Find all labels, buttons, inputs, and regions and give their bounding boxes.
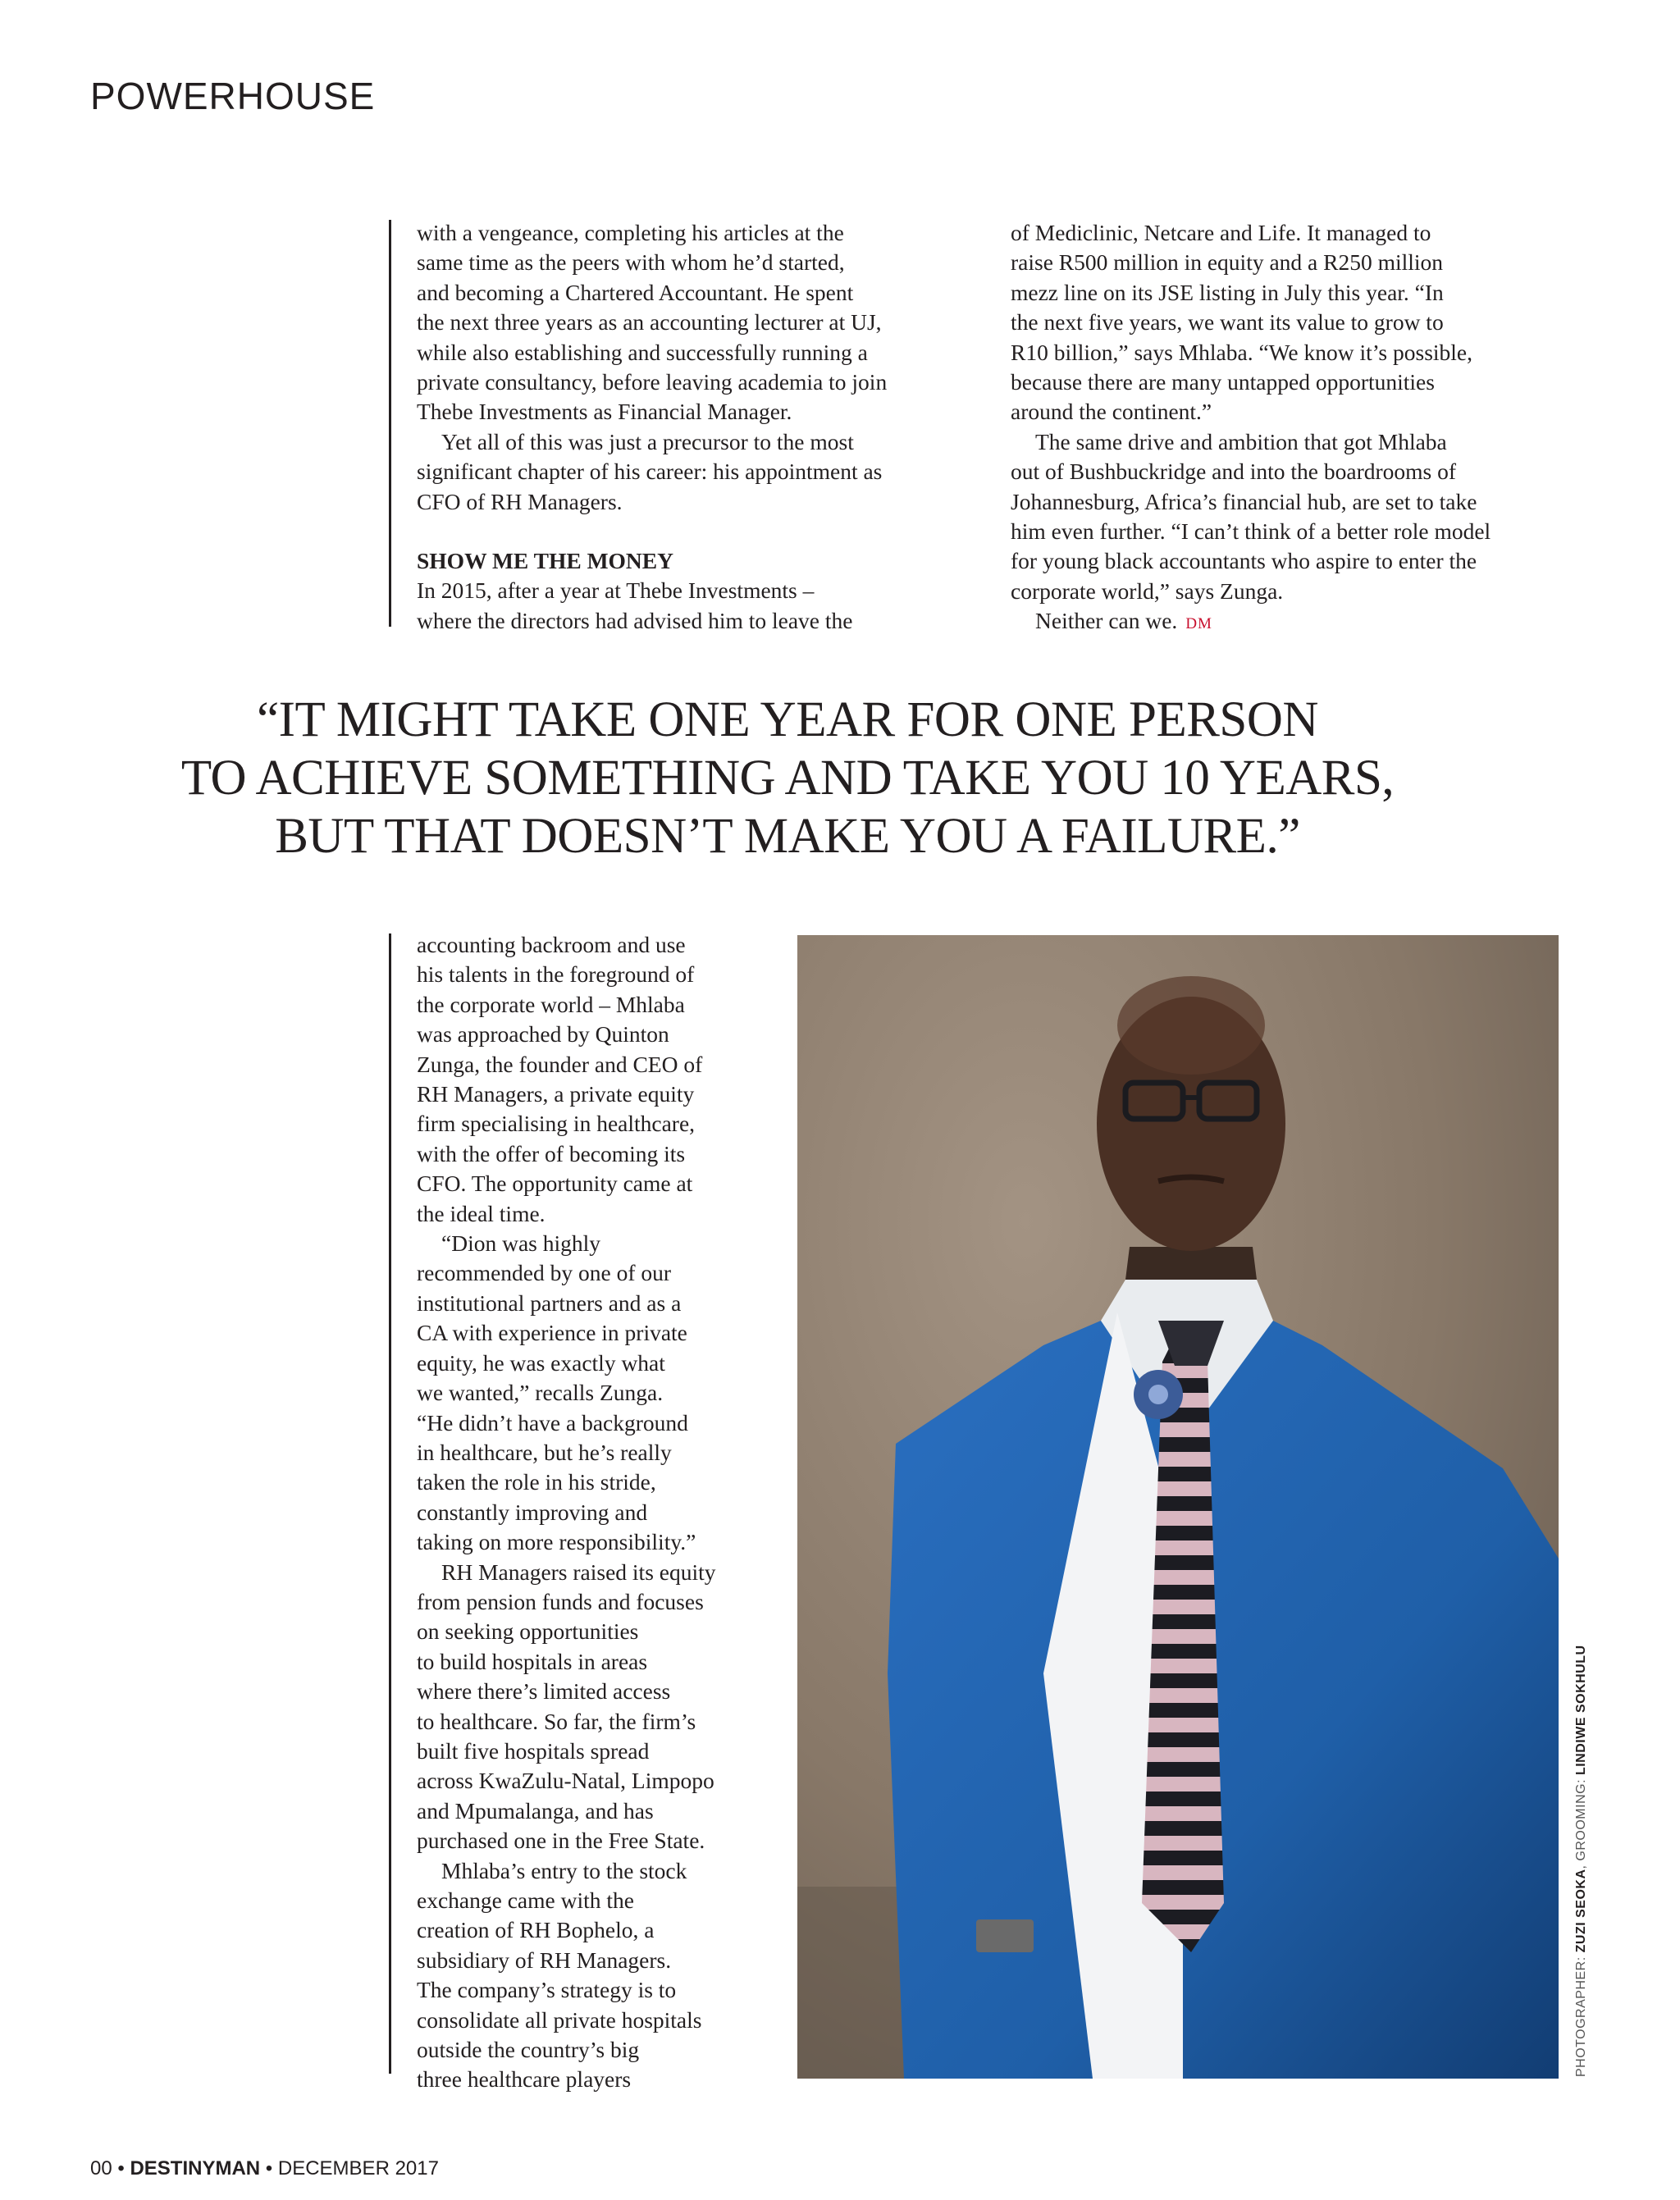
groomer-name: LINDIWE SOKHULU xyxy=(1574,1645,1588,1776)
text-line: equity, he was exactly what xyxy=(417,1349,665,1376)
issue-date: DECEMBER 2017 xyxy=(277,2157,439,2179)
text-line: and becoming a Chartered Accountant. He spent xyxy=(417,279,854,305)
text-line: for young black accountants who aspire to enter the xyxy=(1011,548,1477,574)
text-line: was approached by Quinton xyxy=(417,1021,669,1048)
text-line: the ideal time. xyxy=(417,1200,546,1226)
text-line: recommended by one of our xyxy=(417,1260,672,1286)
text-line: taking on more responsibility.” xyxy=(417,1529,696,1555)
pull-quote-line: “IT MIGHT TAKE ONE YEAR FOR ONE PERSON xyxy=(257,692,1318,747)
text-line: around the continent.” xyxy=(1011,399,1212,425)
page-number: 00 xyxy=(90,2157,112,2179)
article-column-bottom xyxy=(417,930,786,2095)
paragraph xyxy=(417,218,983,427)
text-line: RH Managers, a private equity xyxy=(417,1081,695,1107)
article-column-top-right xyxy=(1011,218,1577,640)
subheading: SHOW ME THE MONEY xyxy=(417,548,673,574)
text-line: In 2015, after a year at Thebe Investments – xyxy=(417,577,815,604)
text-line: accounting backroom and use xyxy=(417,932,686,957)
text-line: The same drive and ambition that got Mhlaba xyxy=(1035,428,1447,454)
paragraph xyxy=(1011,427,1577,606)
pull-quote xyxy=(0,691,1575,865)
text-line: Thebe Investments as Financial Manager. xyxy=(417,399,792,425)
text-line: his talents in the foreground of xyxy=(417,961,695,988)
text-line: consolidate all private hospitals xyxy=(417,2006,702,2033)
closing-text: Neither can we. xyxy=(1035,608,1178,634)
paragraph xyxy=(417,930,786,1229)
end-mark: DM xyxy=(1185,615,1212,633)
text-line: CA with experience in private xyxy=(417,1320,687,1346)
text-line: “Dion was highly xyxy=(441,1230,601,1257)
text-line: while also establishing and successfully running a xyxy=(417,339,868,365)
text-line: private consultancy, before leaving academia to join xyxy=(417,369,888,395)
text-line: in healthcare, but he’s really xyxy=(417,1439,672,1465)
paragraph xyxy=(417,1229,786,1557)
magazine-name: DESTINYMAN xyxy=(130,2157,261,2179)
text-line: exchange came with the xyxy=(417,1887,634,1913)
text-line: outside the country’s big xyxy=(417,2037,640,2063)
text-line: Mhlaba’s entry to the stock xyxy=(441,1857,687,1883)
text-line: with a vengeance, completing his articles at the xyxy=(417,220,844,245)
text-line: built five hospitals spread xyxy=(417,1737,650,1764)
article-column-top-left xyxy=(417,218,983,636)
text-line: mezz line on its JSE listing in July this year. “In xyxy=(1011,279,1444,305)
portrait-photo xyxy=(797,935,1559,2079)
text-line: institutional partners and as a xyxy=(417,1289,682,1316)
page-footer xyxy=(90,2157,439,2180)
text-line: Yet all of this was just a precursor to the most xyxy=(441,428,854,454)
pull-quote-line: TO ACHIEVE SOMETHING AND TAKE YOU 10 YEARS, xyxy=(180,751,1395,806)
text-line: the next three years as an accounting lecturer at UJ, xyxy=(417,309,882,335)
text-line: CFO of RH Managers. xyxy=(417,488,623,514)
text-line: CFO. The opportunity came at xyxy=(417,1171,693,1197)
text-line: we wanted,” recalls Zunga. xyxy=(417,1380,664,1406)
text-line: where the directors had advised him to leave the xyxy=(417,607,853,633)
footer-separator: • xyxy=(112,2157,130,2179)
text-line: three healthcare players xyxy=(417,2066,632,2093)
closing-line xyxy=(1011,606,1577,639)
text-line: where there’s limited access xyxy=(417,1678,671,1705)
photographer-label: PHOTOGRAPHER: xyxy=(1574,1952,1588,2077)
footer-separator: • xyxy=(260,2157,278,2179)
text-line: raise R500 million in equity and a R250 million xyxy=(1011,249,1444,276)
text-line: Zunga, the founder and CEO of xyxy=(417,1051,703,1077)
text-line: “He didn’t have a background xyxy=(417,1409,688,1435)
paragraph xyxy=(1011,218,1577,427)
photographer-name: ZUZI SEOKA xyxy=(1574,1869,1588,1953)
column-rule-top xyxy=(389,220,391,627)
text-line: purchased one in the Free State. xyxy=(417,1828,705,1854)
text-line: from pension funds and focuses xyxy=(417,1588,704,1614)
text-line: constantly improving and xyxy=(417,1499,648,1525)
text-line: of Mediclinic, Netcare and Life. It managed to xyxy=(1011,220,1431,245)
text-line: to healthcare. So far, the firm’s xyxy=(417,1708,696,1734)
text-line: across KwaZulu-Natal, Limpopo xyxy=(417,1768,714,1794)
text-line: Johannesburg, Africa’s financial hub, are set to take xyxy=(1011,488,1477,514)
text-line: the corporate world – Mhlaba xyxy=(417,991,685,1017)
text-line: significant chapter of his career: his appointment as xyxy=(417,459,883,485)
text-line: same time as the peers with whom he’d started, xyxy=(417,249,845,276)
photo-credit xyxy=(1574,1645,1589,2077)
text-line: on seeking opportunities xyxy=(417,1618,639,1645)
text-line: The company’s strategy is to xyxy=(417,1977,677,2003)
text-line: corporate world,” says Zunga. xyxy=(1011,577,1284,604)
text-line: to build hospitals in areas xyxy=(417,1648,648,1674)
section-tag: POWERHOUSE xyxy=(90,75,376,117)
text-line: R10 billion,” says Mhlaba. “We know it’s possible, xyxy=(1011,339,1473,365)
text-line: subsidiary of RH Managers. xyxy=(417,1947,672,1973)
column-rule-bottom xyxy=(389,933,391,2074)
text-line: because there are many untapped opportunities xyxy=(1011,369,1435,395)
text-line: and Mpumalanga, and has xyxy=(417,1797,654,1823)
text-line: with the offer of becoming its xyxy=(417,1140,686,1166)
text-line: him even further. “I can’t think of a better role model xyxy=(1011,518,1491,545)
paragraph xyxy=(417,427,983,517)
paragraph xyxy=(417,1856,786,2095)
paragraph xyxy=(417,1558,786,1856)
grooming-label: , GROOMING: xyxy=(1574,1775,1588,1869)
paragraph xyxy=(417,576,983,636)
text-line: out of Bushbuckridge and into the boardrooms of xyxy=(1011,459,1457,485)
text-line: the next five years, we want its value to grow to xyxy=(1011,309,1444,335)
text-line: firm specialising in healthcare, xyxy=(417,1111,696,1137)
text-line: taken the role in his stride, xyxy=(417,1469,656,1495)
pull-quote-line: BUT THAT DOESN’T MAKE YOU A FAILURE.” xyxy=(275,809,1300,864)
text-line: creation of RH Bophelo, a xyxy=(417,1917,655,1943)
text-line: RH Managers raised its equity xyxy=(441,1559,716,1585)
